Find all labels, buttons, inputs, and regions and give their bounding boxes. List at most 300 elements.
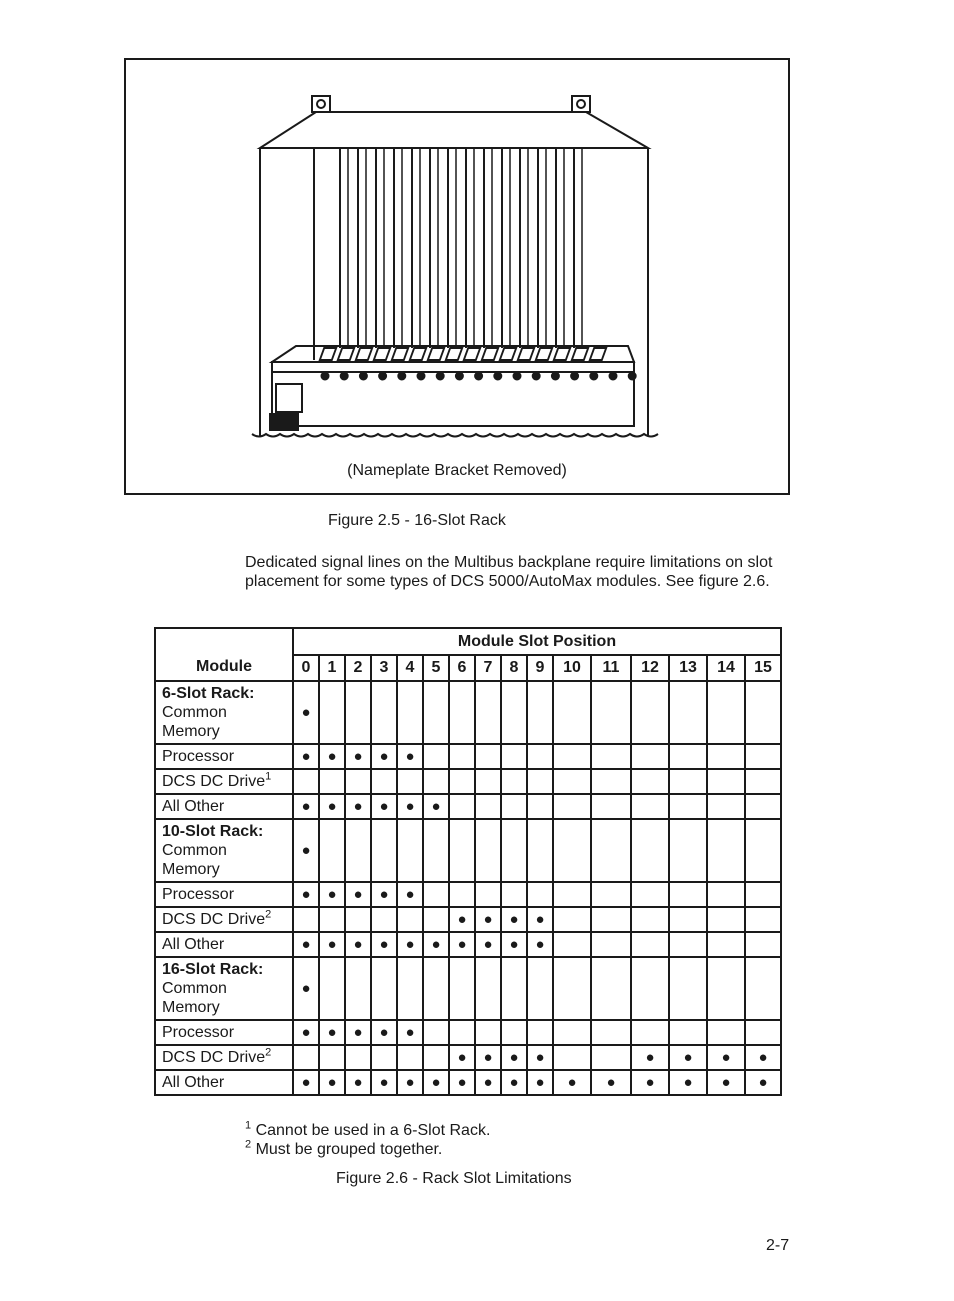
table-row xyxy=(155,1045,781,1070)
table-row xyxy=(155,681,781,744)
slot-cell: ● xyxy=(501,1045,527,1070)
guide-slot xyxy=(392,348,408,360)
slot-cell xyxy=(501,744,527,769)
slot-number-12: 12 xyxy=(631,655,669,681)
slot-number-14: 14 xyxy=(707,655,745,681)
table-row xyxy=(155,1020,781,1045)
slot-cell xyxy=(591,769,631,794)
slot-cell: ● xyxy=(501,932,527,957)
slot-cell: ● xyxy=(293,681,319,744)
guide-slot xyxy=(572,348,588,360)
rack-drawing xyxy=(126,60,788,493)
slot-cell xyxy=(745,957,781,1020)
slot-cell xyxy=(553,907,591,932)
slot-number-1: 1 xyxy=(319,655,345,681)
module-cell xyxy=(155,957,293,1020)
slot-cell xyxy=(707,957,745,1020)
table-row xyxy=(155,744,781,769)
slot-cell: ● xyxy=(745,1070,781,1095)
slot-cell xyxy=(501,957,527,1020)
slot-cell: ● xyxy=(293,794,319,819)
slot-cell xyxy=(449,957,475,1020)
slot-number-5: 5 xyxy=(423,655,449,681)
connector-dot xyxy=(475,373,482,380)
table-body xyxy=(155,681,781,1095)
footnote-ref: 2 xyxy=(265,908,272,921)
slot-cell xyxy=(293,1045,319,1070)
slot-cell xyxy=(501,681,527,744)
slot-cell xyxy=(397,957,423,1020)
slot-cell xyxy=(501,769,527,794)
slot-cell xyxy=(553,957,591,1020)
table-row xyxy=(155,932,781,957)
slot-number-9: 9 xyxy=(527,655,553,681)
module-label: DCS DC Drive xyxy=(162,773,266,790)
slot-cell: ● xyxy=(319,1020,345,1045)
slot-cell: ● xyxy=(475,1045,501,1070)
slot-cell: ● xyxy=(449,1045,475,1070)
guide-slot xyxy=(590,348,606,360)
connector-dot xyxy=(610,373,617,380)
slot-cell xyxy=(591,932,631,957)
slot-cell xyxy=(745,882,781,907)
module-label: Processor xyxy=(162,1024,235,1041)
slot-cell: ● xyxy=(527,907,553,932)
slot-cell xyxy=(423,957,449,1020)
slot-cell xyxy=(345,769,371,794)
slot-cell xyxy=(745,769,781,794)
table-row xyxy=(155,907,781,932)
slot-cell: ● xyxy=(293,1020,319,1045)
connector-dot xyxy=(514,373,521,380)
slot-cell xyxy=(319,819,345,882)
connector-dot xyxy=(398,373,405,380)
slot-cell: ● xyxy=(631,1045,669,1070)
slot-cell: ● xyxy=(669,1070,707,1095)
slot-cell: ● xyxy=(319,794,345,819)
footnote-1-mark: 1 xyxy=(245,1119,252,1132)
slot-cell: ● xyxy=(475,1070,501,1095)
module-cell xyxy=(155,769,293,794)
figure-rack-illustration xyxy=(124,58,790,495)
connector-dot xyxy=(494,373,501,380)
footnote-1 xyxy=(245,1121,490,1140)
slot-cell xyxy=(591,794,631,819)
footnote-1-text: Cannot be used in a 6-Slot Rack. xyxy=(255,1122,491,1139)
slot-cell xyxy=(527,769,553,794)
connector-dot xyxy=(379,373,386,380)
slot-cell: ● xyxy=(449,907,475,932)
slot-cell xyxy=(423,681,449,744)
rack-base-front xyxy=(272,362,634,372)
slot-cell xyxy=(423,819,449,882)
slot-lines xyxy=(340,148,582,348)
slot-cell xyxy=(319,907,345,932)
slot-cell xyxy=(475,819,501,882)
slot-cell xyxy=(371,1045,397,1070)
slot-cell xyxy=(371,681,397,744)
slot-cell xyxy=(707,819,745,882)
slot-cell xyxy=(553,681,591,744)
terminal-block xyxy=(270,414,298,430)
connector-dots xyxy=(322,373,636,380)
slot-cell xyxy=(501,1020,527,1045)
connector-dot xyxy=(456,373,463,380)
slot-cell xyxy=(345,681,371,744)
slot-cell: ● xyxy=(319,932,345,957)
slot-cell: ● xyxy=(449,1070,475,1095)
slot-cell xyxy=(631,882,669,907)
slot-cell xyxy=(707,907,745,932)
rack-top xyxy=(260,112,648,148)
rack-group-label: 10-Slot Rack: xyxy=(162,823,264,840)
slot-cell xyxy=(553,744,591,769)
slot-cell xyxy=(707,769,745,794)
slot-cell xyxy=(475,794,501,819)
slot-cell: ● xyxy=(527,1045,553,1070)
module-cell xyxy=(155,932,293,957)
slot-cell xyxy=(397,907,423,932)
slot-cell: ● xyxy=(553,1070,591,1095)
slot-cell xyxy=(591,744,631,769)
slot-cell xyxy=(745,819,781,882)
slot-cell xyxy=(591,882,631,907)
guide-slot xyxy=(536,348,552,360)
slot-cell xyxy=(293,907,319,932)
slot-cell xyxy=(397,819,423,882)
slot-cell xyxy=(449,1020,475,1045)
slot-cell xyxy=(707,744,745,769)
slot-cell: ● xyxy=(397,1070,423,1095)
slot-cell xyxy=(527,957,553,1020)
guide-slot xyxy=(320,348,336,360)
slot-cell xyxy=(319,957,345,1020)
slot-cell: ● xyxy=(423,932,449,957)
slot-cell: ● xyxy=(371,1020,397,1045)
slot-cell xyxy=(293,769,319,794)
slot-position-header: Module Slot Position xyxy=(293,628,781,655)
slot-cell xyxy=(345,907,371,932)
guide-slot xyxy=(518,348,534,360)
module-label: All Other xyxy=(162,1074,225,1091)
slot-cell xyxy=(397,681,423,744)
slot-cell: ● xyxy=(397,1020,423,1045)
slot-cell: ● xyxy=(371,1070,397,1095)
connector-dot xyxy=(418,373,425,380)
slot-cell xyxy=(631,681,669,744)
slot-cell: ● xyxy=(397,744,423,769)
slot-cell xyxy=(745,1020,781,1045)
slot-number-15: 15 xyxy=(745,655,781,681)
slot-cell xyxy=(449,681,475,744)
guide-slot xyxy=(410,348,426,360)
connector-dot xyxy=(552,373,559,380)
module-label: Processor xyxy=(162,748,235,765)
mount-ear-right xyxy=(572,96,590,112)
table-row xyxy=(155,1070,781,1095)
slot-cell xyxy=(527,681,553,744)
connector-dot xyxy=(571,373,578,380)
slot-cell xyxy=(669,794,707,819)
rack-group-label: 16-Slot Rack: xyxy=(162,961,264,978)
slot-cell xyxy=(707,681,745,744)
module-cell xyxy=(155,744,293,769)
slot-cell xyxy=(553,794,591,819)
slot-cell: ● xyxy=(371,882,397,907)
slot-cell xyxy=(423,907,449,932)
slot-cell xyxy=(745,932,781,957)
slot-cell: ● xyxy=(345,1020,371,1045)
slot-cell xyxy=(449,769,475,794)
slot-cell: ● xyxy=(371,744,397,769)
module-cell xyxy=(155,1070,293,1095)
slot-cell xyxy=(475,882,501,907)
power-switch xyxy=(276,384,302,412)
slot-cell: ● xyxy=(293,932,319,957)
intro-paragraph: Dedicated signal lines on the Multibus backplane require limitations on slot placement for some types of DCS 5000/AutoMax modules. See figure 2.6. xyxy=(245,554,773,590)
slot-cell xyxy=(631,819,669,882)
guide-slot xyxy=(446,348,462,360)
slot-cell: ● xyxy=(319,744,345,769)
slot-cell xyxy=(669,932,707,957)
footnote-ref: 1 xyxy=(265,770,272,783)
module-label-line: Common xyxy=(162,842,227,859)
guide-slot xyxy=(464,348,480,360)
slot-cell xyxy=(449,882,475,907)
module-cell xyxy=(155,882,293,907)
slot-cell xyxy=(423,1020,449,1045)
slot-cell: ● xyxy=(501,907,527,932)
table-row xyxy=(155,957,781,1020)
slot-cell xyxy=(553,1045,591,1070)
slot-cell: ● xyxy=(527,932,553,957)
module-label-line: Common xyxy=(162,704,227,721)
slot-cell: ● xyxy=(449,932,475,957)
slot-cell xyxy=(501,794,527,819)
slot-number-8: 8 xyxy=(501,655,527,681)
slot-cell xyxy=(527,1020,553,1045)
rack-group-label: 6-Slot Rack: xyxy=(162,685,255,702)
module-label: All Other xyxy=(162,936,225,953)
slot-cell xyxy=(527,794,553,819)
slot-cell xyxy=(591,1045,631,1070)
slot-cell: ● xyxy=(319,882,345,907)
slot-cell xyxy=(371,957,397,1020)
slot-cell xyxy=(553,1020,591,1045)
slot-cell: ● xyxy=(707,1070,745,1095)
slot-cell: ● xyxy=(475,932,501,957)
slot-number-13: 13 xyxy=(669,655,707,681)
module-label-line: Common xyxy=(162,980,227,997)
slot-cell xyxy=(553,819,591,882)
footnote-2-text: Must be grouped together. xyxy=(255,1141,443,1158)
slot-cell: ● xyxy=(293,882,319,907)
slot-number-7: 7 xyxy=(475,655,501,681)
slot-cell xyxy=(397,1045,423,1070)
page-number: 2-7 xyxy=(766,1237,790,1254)
slot-cell: ● xyxy=(527,1070,553,1095)
slot-cell xyxy=(669,957,707,1020)
mount-hole-left xyxy=(317,100,325,108)
rack-slot-table xyxy=(154,627,782,1096)
slot-cell xyxy=(319,1045,345,1070)
slot-number-3: 3 xyxy=(371,655,397,681)
slot-cell xyxy=(553,932,591,957)
slot-cell: ● xyxy=(293,957,319,1020)
connector-dot xyxy=(533,373,540,380)
slot-cell xyxy=(397,769,423,794)
slot-cell xyxy=(371,907,397,932)
slot-cell xyxy=(591,681,631,744)
slot-cell xyxy=(527,744,553,769)
slot-cell xyxy=(371,819,397,882)
slot-cell xyxy=(591,819,631,882)
guide-slot xyxy=(356,348,372,360)
slot-cell: ● xyxy=(293,744,319,769)
module-cell xyxy=(155,907,293,932)
module-label-line: Memory xyxy=(162,999,220,1016)
connector-dot xyxy=(590,373,597,380)
slot-cell: ● xyxy=(475,907,501,932)
slot-number-4: 4 xyxy=(397,655,423,681)
slot-cell xyxy=(745,907,781,932)
slot-cell xyxy=(475,957,501,1020)
slot-cell: ● xyxy=(371,932,397,957)
slot-cell xyxy=(527,819,553,882)
slot-number-2: 2 xyxy=(345,655,371,681)
slot-cell xyxy=(423,744,449,769)
table-row xyxy=(155,794,781,819)
slot-cell xyxy=(669,882,707,907)
slot-cell xyxy=(591,907,631,932)
guide-slot xyxy=(338,348,354,360)
slot-cell: ● xyxy=(501,1070,527,1095)
slot-cell: ● xyxy=(631,1070,669,1095)
slot-cell xyxy=(707,882,745,907)
slot-cell xyxy=(631,769,669,794)
connector-dot xyxy=(437,373,444,380)
module-label-line: Memory xyxy=(162,723,220,740)
slot-cell xyxy=(591,957,631,1020)
module-label: All Other xyxy=(162,798,225,815)
module-label: Processor xyxy=(162,886,235,903)
slot-cell: ● xyxy=(371,794,397,819)
slot-number-6: 6 xyxy=(449,655,475,681)
slot-cell xyxy=(371,769,397,794)
slot-number-11: 11 xyxy=(591,655,631,681)
slot-cell xyxy=(745,744,781,769)
slot-cell: ● xyxy=(319,1070,345,1095)
slot-cell: ● xyxy=(745,1045,781,1070)
footnote-2-mark: 2 xyxy=(245,1138,252,1151)
slot-number-10: 10 xyxy=(553,655,591,681)
module-cell xyxy=(155,794,293,819)
slot-cell xyxy=(669,681,707,744)
guide-slot xyxy=(374,348,390,360)
connector-dot xyxy=(322,373,329,380)
slot-cell: ● xyxy=(423,1070,449,1095)
guide-slot xyxy=(482,348,498,360)
slot-cell xyxy=(527,882,553,907)
slot-cell xyxy=(553,882,591,907)
slot-cell: ● xyxy=(591,1070,631,1095)
guide-slot xyxy=(500,348,516,360)
slot-cell xyxy=(449,744,475,769)
slot-cell xyxy=(669,907,707,932)
connector-dot xyxy=(341,373,348,380)
slot-cell xyxy=(745,794,781,819)
slot-cell: ● xyxy=(345,932,371,957)
module-label-line: Memory xyxy=(162,861,220,878)
slot-cell: ● xyxy=(669,1045,707,1070)
slot-cell: ● xyxy=(707,1045,745,1070)
slot-cell: ● xyxy=(397,794,423,819)
cut-edge xyxy=(252,434,658,437)
slot-cell xyxy=(745,681,781,744)
nameplate-note: (Nameplate Bracket Removed) xyxy=(347,462,567,479)
slot-cell xyxy=(345,819,371,882)
slot-cell: ● xyxy=(293,1070,319,1095)
slot-cell xyxy=(553,769,591,794)
slot-cell xyxy=(449,819,475,882)
module-label: DCS DC Drive xyxy=(162,1049,266,1066)
footnotes xyxy=(245,1121,490,1159)
slot-cell xyxy=(591,1020,631,1045)
module-cell xyxy=(155,819,293,882)
slot-cell xyxy=(707,932,745,957)
slot-cell xyxy=(319,769,345,794)
footnote-2 xyxy=(245,1140,490,1159)
slot-cell xyxy=(631,744,669,769)
slot-cell xyxy=(319,681,345,744)
guide-slot xyxy=(428,348,444,360)
table-row xyxy=(155,882,781,907)
module-cell xyxy=(155,1020,293,1045)
slot-cell: ● xyxy=(345,1070,371,1095)
guide-slot xyxy=(554,348,570,360)
slot-cell xyxy=(345,957,371,1020)
slot-cell xyxy=(631,932,669,957)
slot-cell xyxy=(631,1020,669,1045)
slot-cell xyxy=(501,882,527,907)
guide-slots xyxy=(320,348,606,360)
slot-cell xyxy=(423,882,449,907)
slot-cell xyxy=(669,769,707,794)
slot-cell xyxy=(631,957,669,1020)
mount-hole-right xyxy=(577,100,585,108)
footnote-ref: 2 xyxy=(265,1046,272,1059)
slot-cell: ● xyxy=(345,744,371,769)
slot-cell xyxy=(423,1045,449,1070)
connector-dot xyxy=(360,373,367,380)
slot-cell xyxy=(475,744,501,769)
table-row xyxy=(155,819,781,882)
slot-cell xyxy=(631,794,669,819)
slot-cell xyxy=(669,1020,707,1045)
slot-cell: ● xyxy=(345,794,371,819)
figure-2-6-caption: Figure 2.6 - Rack Slot Limitations xyxy=(336,1170,572,1187)
slot-cell xyxy=(501,819,527,882)
slot-cell xyxy=(345,1045,371,1070)
slot-cell: ● xyxy=(397,882,423,907)
slot-cell xyxy=(707,1020,745,1045)
slot-cell xyxy=(669,744,707,769)
slot-cell xyxy=(707,794,745,819)
slot-cell: ● xyxy=(423,794,449,819)
mount-ear-left xyxy=(312,96,330,112)
slot-cell xyxy=(669,819,707,882)
slot-cell: ● xyxy=(293,819,319,882)
